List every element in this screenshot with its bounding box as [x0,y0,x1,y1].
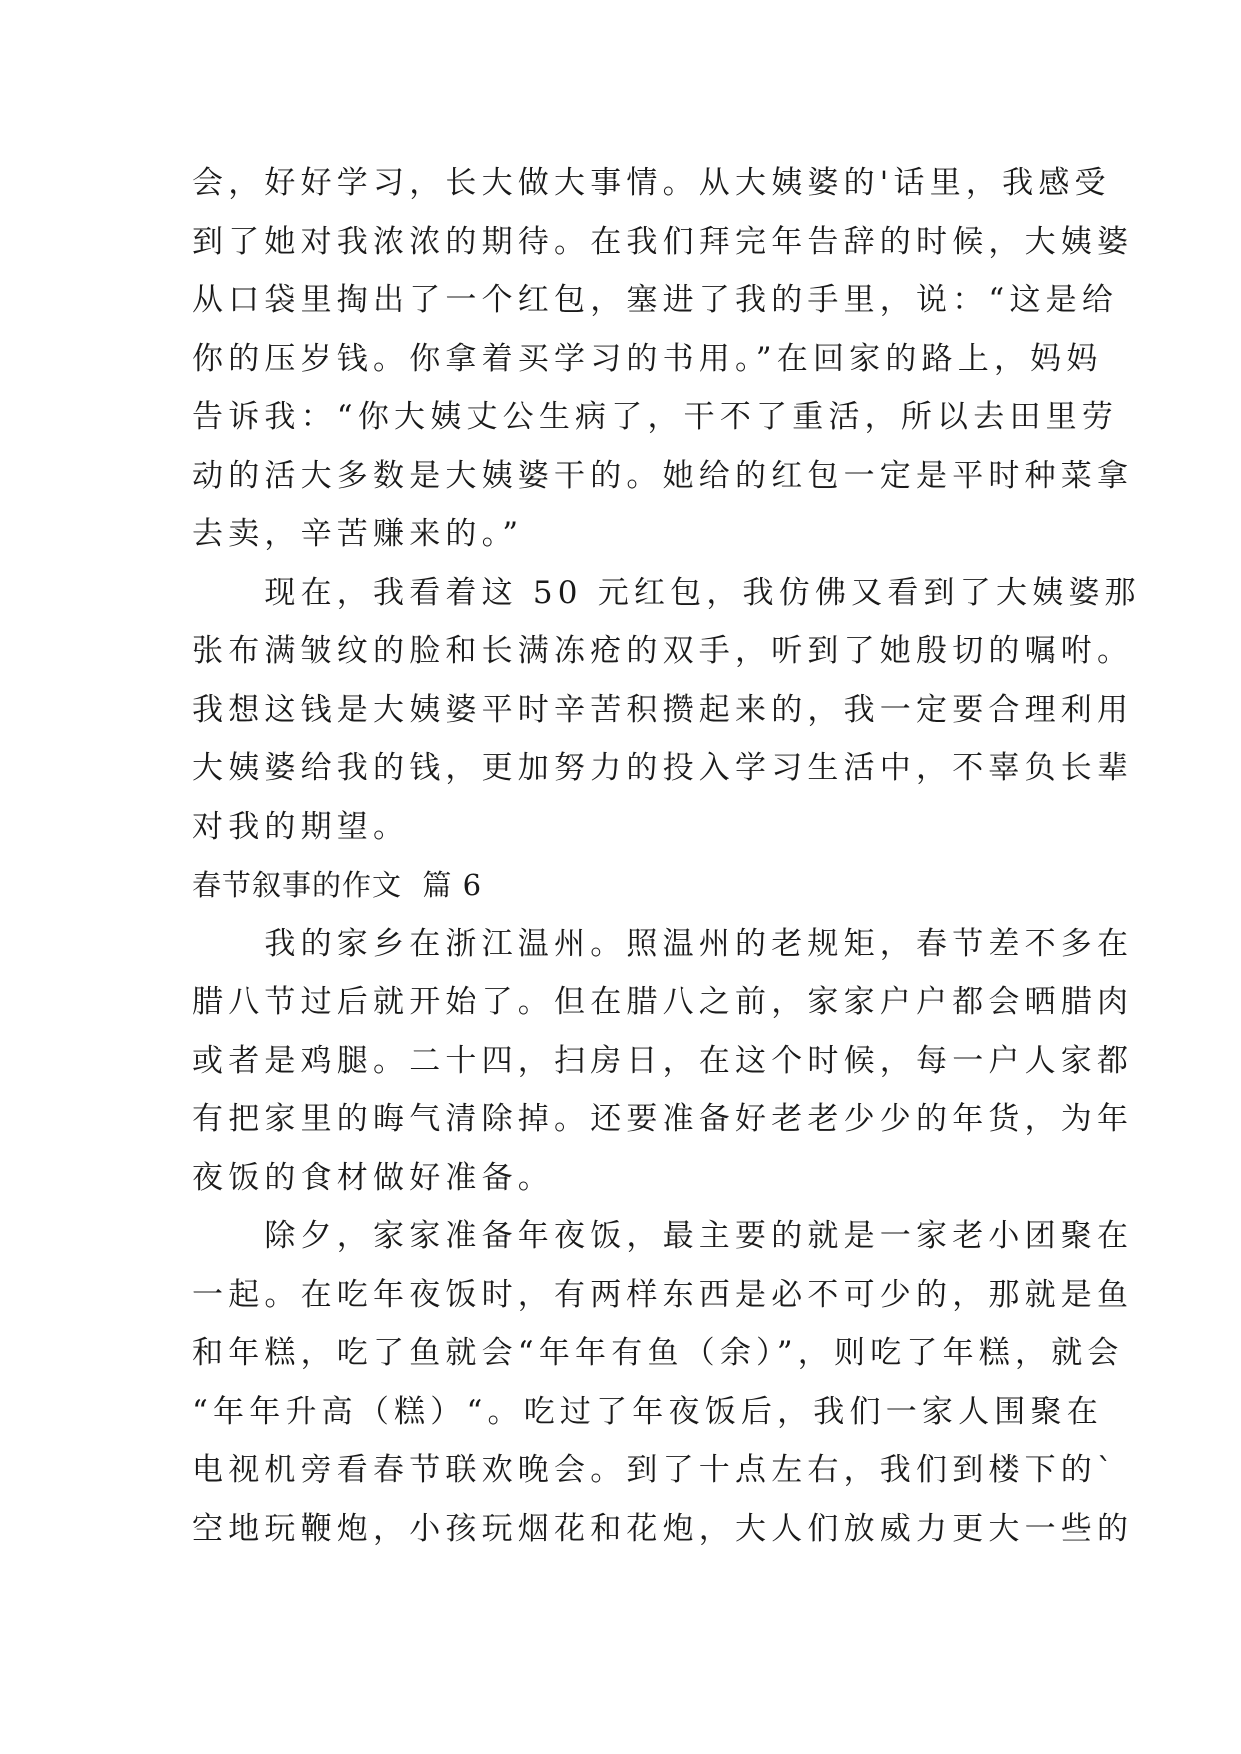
paragraph-line: 或者是鸡腿。二十四，扫房日，在这个时候，每一户人家都 [192,1042,1134,1079]
paragraph-line: 从口袋里掏出了一个红包，塞进了我的手里，说：“这是给 [192,282,1119,318]
paragraph-line: 现在，我看着这 50 元红包，我仿佛又看到了大姨婆那 [192,574,1141,611]
document-body [192,154,1141,1558]
paragraph-line: 腊八节过后就开始了。但在腊八之前，家家户户都会晒腊肉 [192,984,1134,1020]
paragraph-line: 大姨婆给我的钱，更加努力的投入学习生活中，不辜负长辈 [192,750,1134,786]
paragraph-line: 和年糕，吃了鱼就会“年年有鱼（余）”，则吃了年糕，就会 [192,1335,1124,1371]
paragraph-line: 去卖，辛苦赚来的。” [192,516,524,552]
paragraph-line: 张布满皱纹的脸和长满冻疮的双手，听到了她殷切的嘱咐。 [192,633,1134,669]
paragraph-line: 我想这钱是大姨婆平时辛苦积攒起来的，我一定要合理利用 [192,691,1134,728]
paragraph-line: 电视机旁看春节联欢晚会。到了十点左右，我们到楼下的` [192,1452,1118,1488]
paragraph-line: 到了她对我浓浓的期待。在我们拜完年告辞的时候，大姨婆 [192,223,1134,260]
paragraph-line: 空地玩鞭炮，小孩玩烟花和花炮，大人们放威力更大一些的 [192,1510,1134,1547]
paragraph-line: 动的活大多数是大姨婆干的。她给的红包一定是平时种菜拿 [192,457,1134,494]
paragraph-line: 告诉我：“你大姨丈公生病了，干不了重活，所以去田里劳 [192,399,1119,435]
paragraph-line: 夜饭的食材做好准备。 [192,1159,554,1196]
paragraph-line: 对我的期望。 [192,808,410,845]
paragraph-line: 一起。在吃年夜饭时，有两样东西是必不可少的，那就是鱼 [192,1276,1134,1313]
paragraph-line: 除夕，家家准备年夜饭，最主要的就是一家老小团聚在 [192,1218,1134,1254]
paragraph-line: 会，好好学习，长大做大事情。从大姨婆的'话里，我感受 [192,165,1111,201]
section-heading: 春节叙事的作文 篇 6 [192,868,483,902]
paragraph-line: “年年升高（糕）“。吃过了年夜饭后，我们一家人围聚在 [192,1393,1103,1430]
paragraph-line: 我的家乡在浙江温州。照温州的老规矩，春节差不多在 [192,925,1134,962]
paragraph-line: 你的压岁钱。你拿着买学习的书用。”在回家的路上，妈妈 [192,340,1103,377]
paragraph-line: 有把家里的晦气清除掉。还要准备好老老少少的年货，为年 [192,1101,1134,1137]
